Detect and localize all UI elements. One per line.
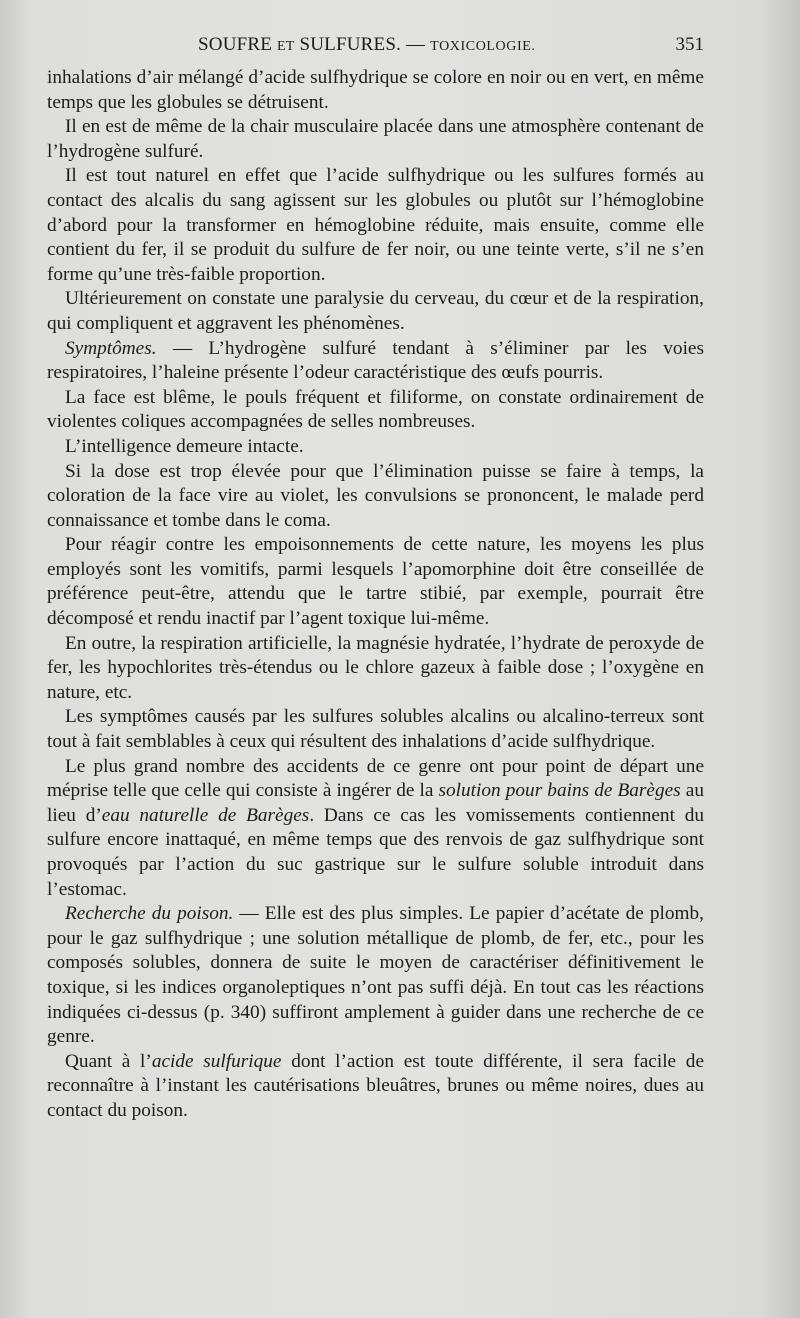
italic-phrase: acide sulfurique	[151, 1050, 282, 1072]
paragraph-text: — L’hydrogène sulfuré tendant à s’éliminer par les voies respiratoires, l’haleine présente l’odeur caractéristique des œufs pourris.	[47, 337, 704, 384]
italic-phrase: solution pour bains de Barèges	[438, 780, 681, 802]
paragraph: L’intelligence demeure intacte.	[65, 435, 304, 457]
paragraph: La face est blême, le pouls fréquent et filiforme, on constate ordinairement de violentes coliques accompagnées de selles nombreuses.	[47, 386, 704, 433]
paragraph-text: dont l’action est toute différente, il sera facile de reconnaître à l’instant les cautérisations bleuâtres, brunes ou même noires, dues au contact du poison.	[47, 1050, 705, 1121]
italic-phrase: eau naturelle de Barèges	[101, 804, 310, 826]
running-title-part: SULFURES.	[299, 34, 402, 55]
running-title-part: SOUFRE	[198, 34, 273, 55]
paragraph	[47, 755, 704, 903]
paragraph	[47, 337, 704, 386]
paragraph-text: — Elle est des plus simples. Le papier d’acétate de plomb, pour le gaz sulfhydrique ; une solution métallique de plomb, de fer, etc., pour les composés solubles, donnera de suite le moyen de caractériser définitivement le toxique, si les indices organoleptiques n’ont pas suffi déjà. En tout cas les réactions indiquées ci-dessus (p. 340) suffiront amplement à guider dans une recherche de ce genre.	[47, 903, 704, 1048]
paragraph: Ultérieurement on constate une paralysie du cerveau, du cœur et de la respiration, qui compliquent et aggravent les phénomènes.	[47, 288, 704, 334]
running-title-part: —	[406, 34, 426, 55]
page-number: 351	[675, 34, 704, 55]
running-title	[198, 34, 536, 56]
paragraph-text: au lieu d’	[47, 780, 704, 826]
paragraph: Si la dose est trop élevée pour que l’élimination puisse se faire à temps, la coloration de la face vire au violet, les convulsions se prononcent, le malade perd connaissance et tombe dans le coma.	[47, 460, 704, 531]
paragraph: Pour réagir contre les empoisonnements de cette nature, les moyens les plus employés sont les vomitifs, parmi lesquels l’apomorphine doit être conseillée de préférence peut-être, attendu que le tartre stibié, par exemple, pourrait être décomposé et rendu inactif par l’agent toxique lui-même.	[47, 534, 704, 630]
running-head	[0, 34, 800, 64]
running-title-part: TOXICOLOGIE.	[430, 39, 536, 54]
paragraph	[47, 1050, 704, 1124]
paragraph: En outre, la respiration artificielle, la magnésie hydratée, l’hydrate de peroxyde de fer, les hypochlorites très-étendus ou le chlore gazeux à faible dose ; l’oxygène en nature, etc.	[47, 632, 704, 703]
paragraph: inhalations d’air mélangé d’acide sulfhydrique se colore en noir ou en vert, en même temps que les globules se détruisent.	[47, 67, 704, 113]
paragraph-text: Quant à l’	[65, 1050, 152, 1072]
section-heading: Symptômes.	[65, 337, 157, 359]
paragraph	[47, 902, 704, 1050]
body-text	[47, 66, 704, 1124]
running-title-part: ET	[277, 39, 295, 54]
paragraph-text: Le plus grand nombre des accidents de ce genre ont pour point de départ une méprise telle que celle qui consiste à ingérer de la	[47, 755, 704, 802]
paragraph: Les symptômes causés par les sulfures solubles alcalins ou alcalino-terreux sont tout à fait semblables à ceux qui résultent des inhalations d’acide sulfhydrique.	[47, 706, 704, 753]
paragraph: Il en est de même de la chair musculaire placée dans une atmosphère contenant de l’hydrogène sulfuré.	[47, 116, 704, 162]
paragraph: Il est tout naturel en effet que l’acide sulfhydrique ou les sulfures formés au contact des alcalis du sang agissent sur les globules ou plutôt sur l’hémoglobine d’abord pour la transformer en hémoglobine réduite, mais ensuite, comme elle contient du fer, il se produit du sulfure de fer noir, ou une teinte verte, s’il ne s’en forme qu’une très-faible proportion.	[47, 165, 704, 285]
section-heading: Recherche du poison.	[65, 903, 234, 925]
paragraph-text: . Dans ce cas les vomissements contiennent du sulfure encore inattaqué, en même temps que des renvois de gaz sulfhydrique sont provoqués par l’action du suc gastrique sur le sulfure soluble introduit dans l’estomac.	[47, 804, 705, 900]
